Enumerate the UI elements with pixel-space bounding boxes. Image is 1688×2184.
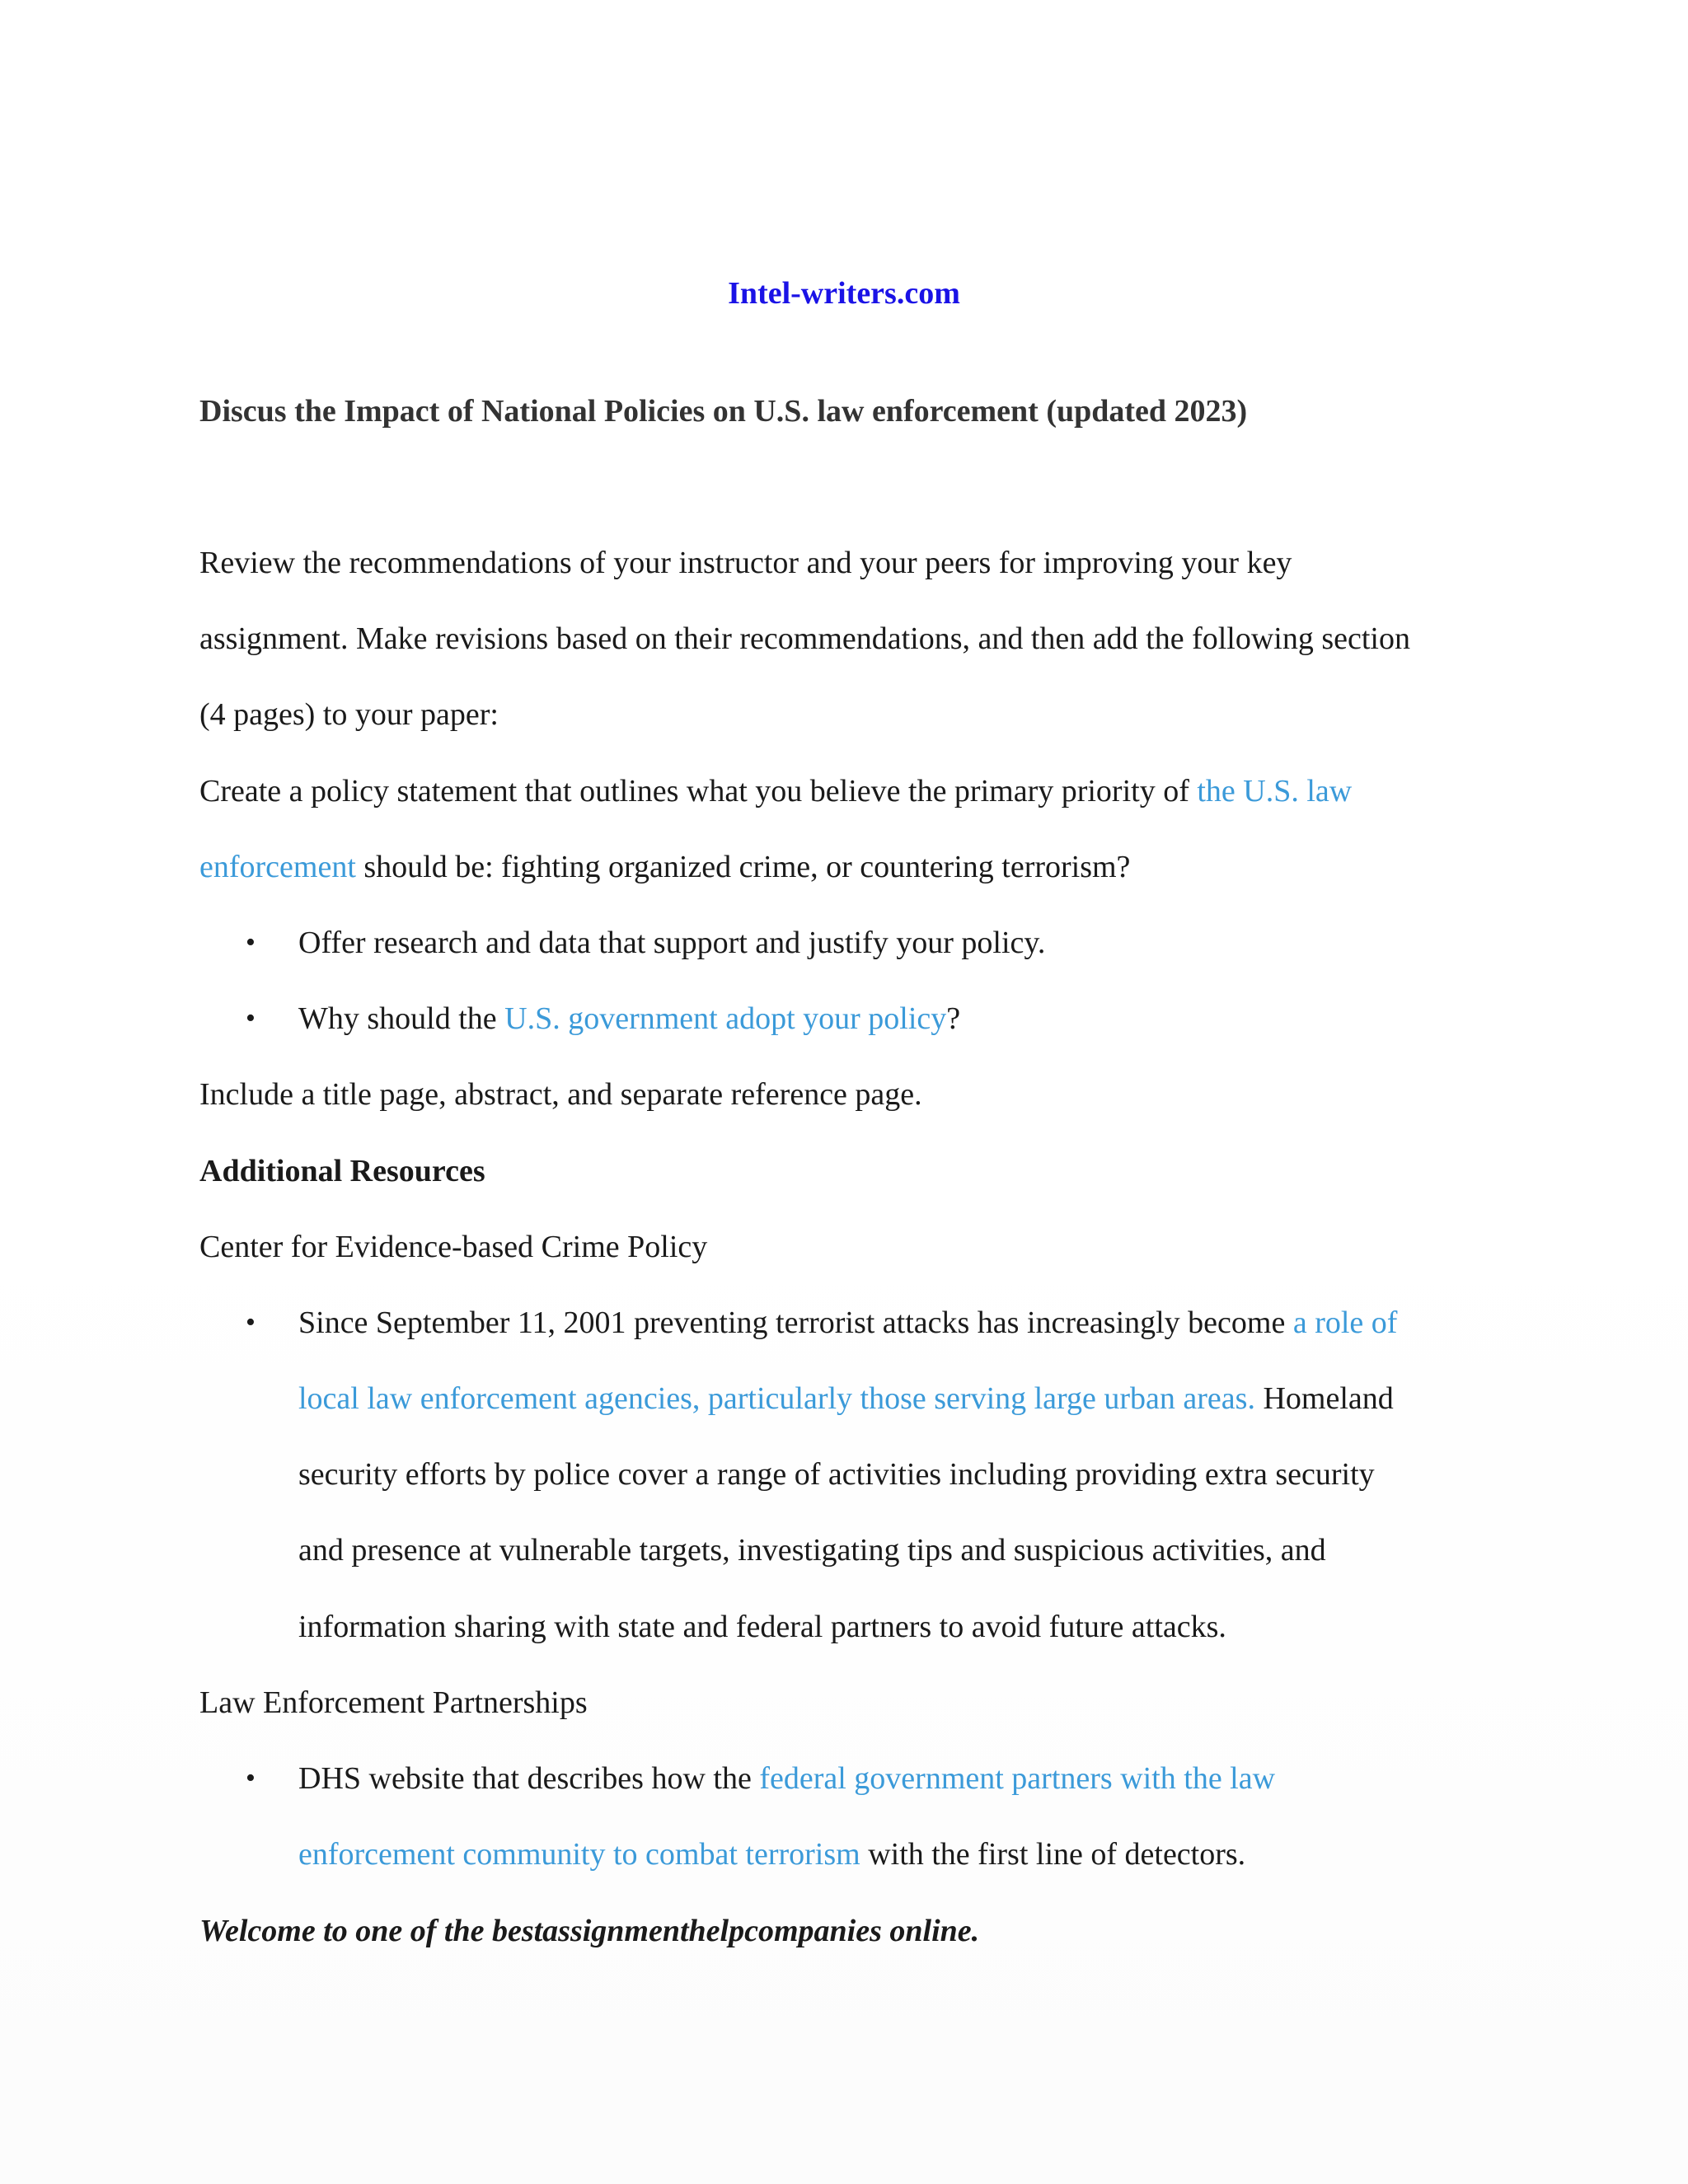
policy-statement-line-2 — [199, 848, 1130, 886]
resource-2-text-continued: with the first line of detectors. — [860, 1837, 1246, 1872]
us-law-enforcement-link-continued[interactable]: enforcement — [199, 850, 356, 884]
resource-2-text: DHS website that describes how the — [298, 1761, 760, 1796]
intro-line-3: (4 pages) to your paper: — [199, 697, 499, 732]
policy-statement-line-1 — [199, 772, 1352, 810]
adopt-policy-link[interactable]: U.S. government adopt your policy — [504, 1001, 947, 1036]
local-law-enforcement-role-link-continued[interactable]: local law enforcement agencies, particularly those serving large urban areas. — [298, 1381, 1255, 1416]
bullet-point-icon: • — [246, 1003, 256, 1033]
resource-1-line-3: security efforts by police cover a range of activities including providing extra security — [298, 1457, 1375, 1492]
resource-1-line-2 — [298, 1380, 1394, 1418]
resource-title-partnerships: Law Enforcement Partnerships — [199, 1685, 588, 1720]
resource-2-line-2 — [298, 1835, 1245, 1873]
list-item-text: Why should the — [298, 1001, 505, 1036]
intro-line-1: Review the recommendations of your instructor and your peers for improving your key — [199, 546, 1292, 580]
site-name-link[interactable]: Intel-writers.com — [728, 276, 960, 311]
resource-1-line-4: and presence at vulnerable targets, investigating tips and suspicious activities, and — [298, 1533, 1326, 1568]
local-law-enforcement-role-link[interactable]: a role of — [1292, 1305, 1398, 1340]
policy-text: Create a policy statement that outlines what you believe the primary priority of — [199, 774, 1198, 808]
resource-1-line-1 — [298, 1304, 1397, 1342]
include-instructions: Include a title page, abstract, and separate reference page. — [199, 1077, 922, 1112]
policy-text-continued: should be: fighting organized crime, or countering terrorism? — [355, 850, 1131, 884]
resource-title-crime-policy: Center for Evidence-based Crime Policy — [199, 1230, 708, 1264]
additional-resources-heading: Additional Resources — [199, 1154, 485, 1188]
bullet-point-icon: • — [246, 1763, 256, 1793]
resource-2-line-1 — [298, 1760, 1275, 1797]
document-title: Discus the Impact of National Policies on U.S. law enforcement (updated 2023) — [199, 394, 1248, 429]
bullet-point-icon: • — [246, 1307, 256, 1338]
federal-partners-link[interactable]: federal government partners with the law — [759, 1761, 1276, 1796]
resource-1-line-5: information sharing with state and federal partners to avoid future attacks. — [298, 1610, 1226, 1644]
list-item-research: Offer research and data that support and justify your policy. — [298, 926, 1046, 960]
federal-partners-link-continued[interactable]: enforcement community to combat terrorism — [298, 1837, 860, 1872]
closing-statement: Welcome to one of the bestassignmenthelpcompanies online. — [199, 1914, 980, 1948]
intro-line-2: assignment. Make revisions based on their recommendations, and then add the following section — [199, 621, 1410, 656]
list-item-punctuation: ? — [946, 1001, 961, 1036]
bullet-point-icon: • — [246, 927, 256, 958]
us-law-enforcement-link[interactable]: the U.S. law — [1197, 774, 1353, 808]
resource-1-text-continued: Homeland — [1254, 1381, 1394, 1416]
list-item-adopt-policy — [298, 1000, 960, 1038]
resource-1-text: Since September 11, 2001 preventing terrorist attacks has increasingly become — [298, 1305, 1293, 1340]
